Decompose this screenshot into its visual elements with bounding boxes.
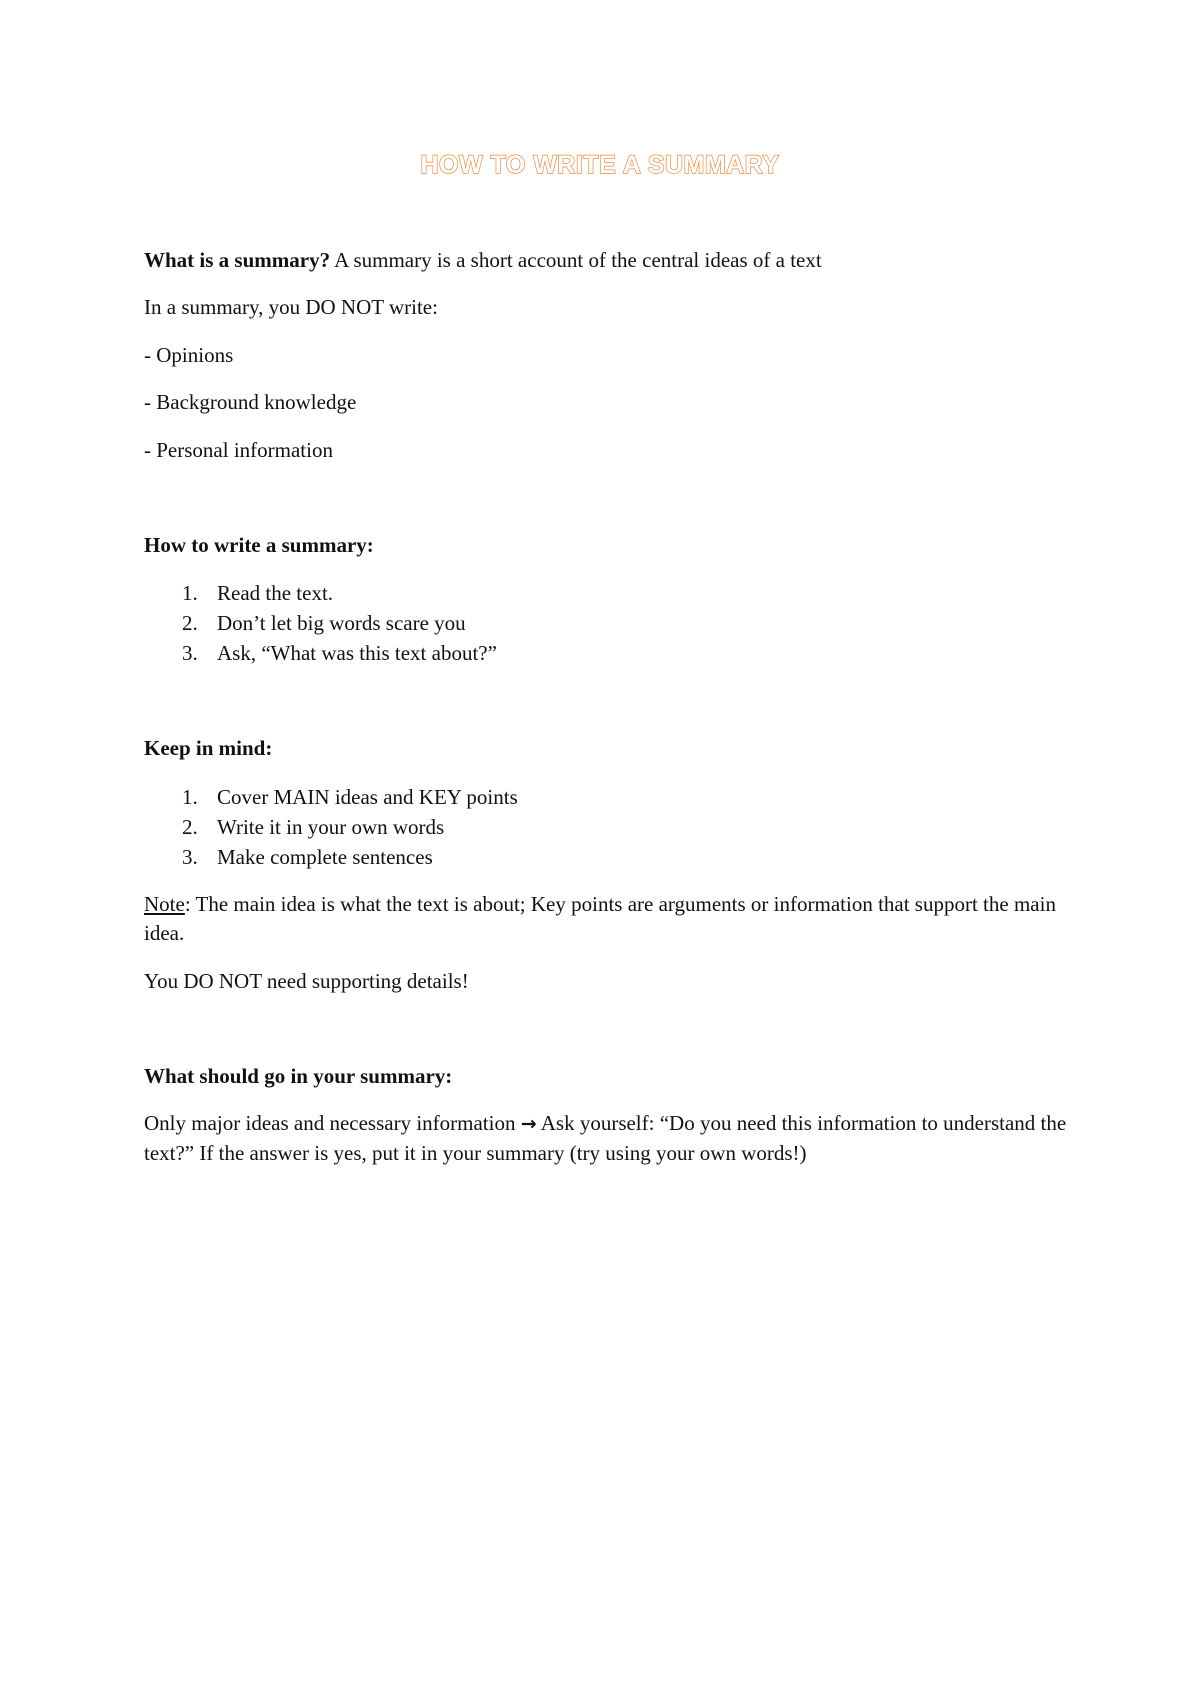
- how-to-steps-list: [144, 578, 1074, 668]
- list-item: [144, 782, 1074, 812]
- not-write-label: In a summary, you DO NOT write:: [144, 295, 438, 320]
- list-item-text: Write it in your own words: [217, 814, 445, 839]
- list-item: [144, 842, 1074, 872]
- keep-in-mind-list: [144, 782, 1074, 872]
- summary-definition: [144, 246, 1074, 275]
- keep-in-mind-heading: Keep in mind:: [144, 736, 273, 761]
- section-spacer: [144, 1014, 1074, 1062]
- list-item-text: Make complete sentences: [217, 844, 433, 869]
- list-item-number: 1.: [182, 784, 198, 809]
- document-body: [144, 246, 1074, 1186]
- list-item-number: 3.: [182, 844, 198, 869]
- list-item-number: 2.: [182, 611, 198, 636]
- list-item: [144, 608, 1074, 638]
- not-write-item: - Personal information: [144, 437, 333, 462]
- not-write-item: - Opinions: [144, 342, 234, 367]
- summary-definition-text: A summary is a short account of the central ideas of a text: [330, 248, 822, 272]
- note-text: : The main idea is what the text is about; Key points are arguments or information that support the main idea.: [144, 891, 1056, 946]
- what-goes-text-end: Ask yourself: “Do you need this information to understand the text?” If the answer is yes, put it in your summary (try using your own words!): [144, 1111, 1067, 1165]
- section-spacer: [144, 686, 1074, 734]
- list-item: [144, 578, 1074, 608]
- summary-question: What is a summary?: [144, 248, 331, 272]
- list-item-number: 2.: [182, 814, 198, 839]
- list-item-number: 1.: [182, 581, 198, 606]
- section-spacer: [144, 483, 1074, 531]
- page-title: HOW TO WRITE A SUMMARY: [420, 151, 780, 179]
- what-goes-text-start: Only major ideas and necessary information: [144, 1111, 521, 1136]
- note-paragraph: [144, 890, 1074, 949]
- not-write-item: - Background knowledge: [144, 390, 357, 415]
- arrow-right-icon: →: [520, 1113, 537, 1136]
- what-goes-heading: What should go in your summary:: [144, 1063, 453, 1088]
- list-item-text: Read the text.: [217, 581, 334, 606]
- how-to-heading: How to write a summary:: [144, 532, 374, 557]
- list-item-text: Don’t let big words scare you: [217, 611, 466, 636]
- what-goes-paragraph: [144, 1109, 1074, 1168]
- no-details-note: You DO NOT need supporting details!: [144, 968, 469, 993]
- list-item-text: Ask, “What was this text about?”: [217, 641, 497, 666]
- list-item: [144, 638, 1074, 668]
- list-item: [144, 812, 1074, 842]
- note-label: Note: [144, 891, 185, 916]
- list-item-number: 3.: [182, 641, 198, 666]
- list-item-text: Cover MAIN ideas and KEY points: [217, 784, 518, 809]
